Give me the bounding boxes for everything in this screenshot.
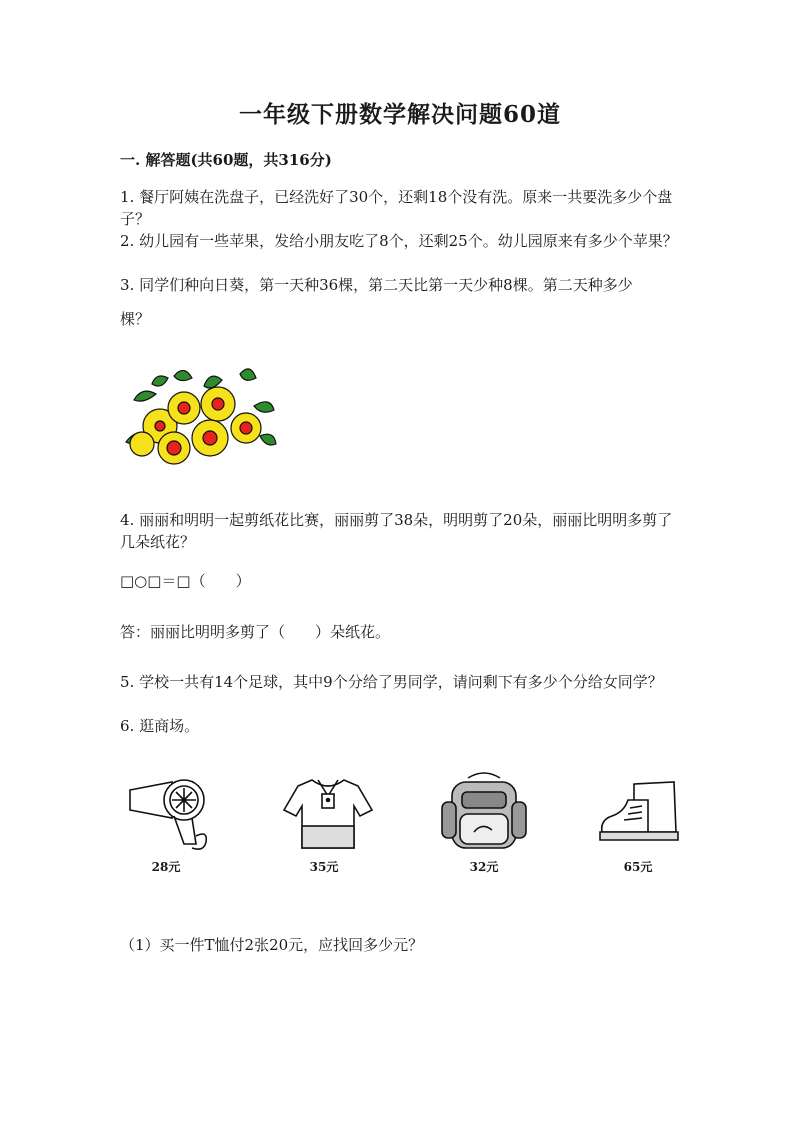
backpack-icon bbox=[434, 770, 534, 856]
question-3-continued: 棵？ bbox=[120, 310, 151, 328]
price-label: 32元 bbox=[469, 860, 499, 874]
question-4-answer: 答：丽丽比明明多剪了（ ）朵纸花。 bbox=[120, 623, 391, 641]
shoes-icon bbox=[594, 770, 684, 856]
price-label: 35元 bbox=[309, 860, 339, 874]
shop-item-shoes bbox=[594, 770, 694, 880]
question-5: 5. 学校一共有14个足球，其中9个分给了男同学，请问剩下有多少个分给女同学？ bbox=[120, 673, 663, 691]
question-6: 6. 逛商场。 bbox=[120, 717, 200, 735]
price-label: 28元 bbox=[151, 860, 181, 874]
question-6-part-1: （1）买一件T恤付2张20元，应找回多少元？ bbox=[120, 936, 424, 954]
tshirt-icon bbox=[278, 770, 378, 856]
question-1: 1. 餐厅阿姨在洗盘子，已经洗好了30个，还剩18个没有洗。原来一共要洗多少个盘子？ bbox=[120, 188, 673, 228]
price-label: 65元 bbox=[623, 860, 653, 874]
flowers-illustration bbox=[122, 364, 278, 470]
shop-item-tshirt bbox=[278, 770, 378, 880]
question-4: 4. 丽丽和明明一起剪纸花比赛，丽丽剪了38朵，明明剪了20朵，丽丽比明明多剪了几朵纸花？ bbox=[120, 511, 673, 551]
section-heading: 一. 解答题(共60题，共316分) bbox=[120, 151, 332, 169]
question-3: 3. 同学们种向日葵，第一天种36棵，第二天比第一天少种8棵。第二天种多少 bbox=[120, 276, 633, 294]
shop-item-backpack bbox=[434, 770, 534, 880]
shop-item-hair-dryer bbox=[122, 770, 222, 880]
hair-dryer-icon bbox=[122, 770, 222, 856]
page-title: 一年级下册数学解决问题60道 bbox=[238, 101, 561, 128]
question-2: 2. 幼儿园有一些苹果，发给小朋友吃了8个，还剩25个。幼儿园原来有多少个苹果？ bbox=[120, 232, 678, 250]
question-4-formula: □○□＝□（ ） bbox=[120, 572, 251, 590]
